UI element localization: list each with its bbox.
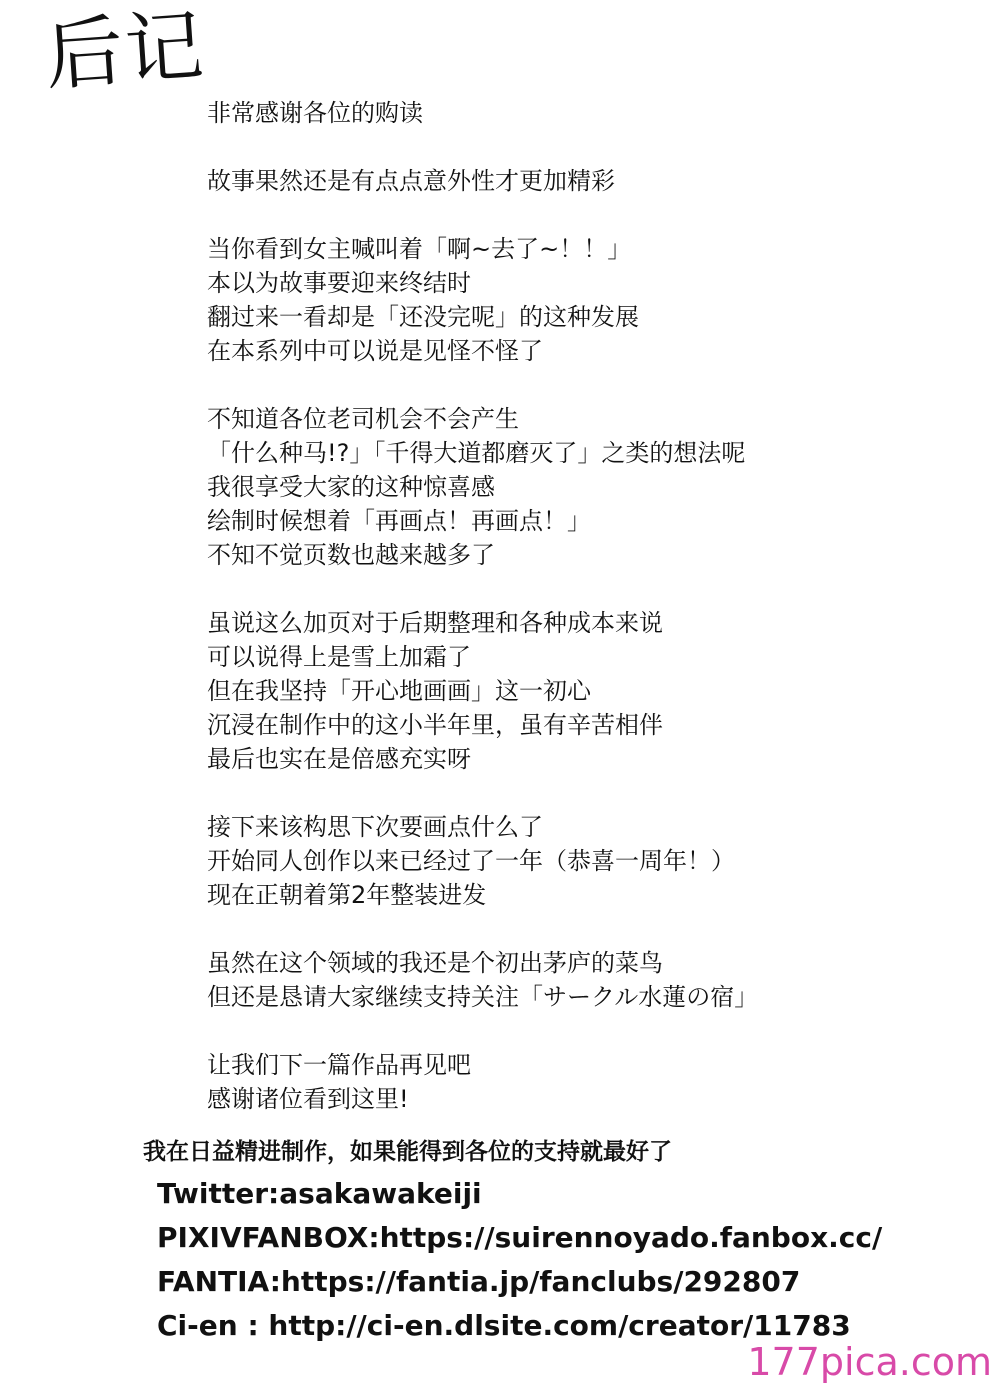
text-line: 在本系列中可以说是见怪不怪了 [207,337,543,365]
fantia-link: FANTIA:https://fantia.jp/fanclubs/292807 [157,1265,801,1298]
ci-en-link: Ci-en : http://ci-en.dlsite.com/creator/11783 [157,1309,851,1342]
paragraph [207,232,847,368]
text-line: 让我们下一篇作品再见吧 [207,1051,471,1079]
text-line: 虽说这么加页对于后期整理和各种成本来说 [207,609,663,637]
text-line: 沉浸在制作中的这小半年里，虽有辛苦相伴 [207,711,663,739]
text-line: 我很享受大家的这种惊喜感 [207,473,495,501]
text-line: 可以说得上是雪上加霜了 [207,643,471,671]
text-line: 绘制时候想着「再画点！再画点！」 [207,507,591,535]
text-line: 当你看到女主喊叫着「啊~去了~！！」 [207,235,632,263]
paragraph [207,810,847,912]
text-line: 最后也实在是倍感充实呀 [207,745,471,773]
text-line: 感谢诸位看到这里! [207,1085,409,1113]
text-line: 故事果然还是有点点意外性才更加精彩 [207,167,615,195]
text-line: 不知不觉页数也越来越多了 [207,541,495,569]
twitter-link: Twitter:asakawakeiji [157,1177,482,1210]
text-line: 「什么种马!?」「千得大道都磨灭了」之类的想法呢 [207,439,746,467]
paragraph [207,402,847,572]
site-watermark: 177pica.com [747,1340,992,1384]
afterword-body [207,96,847,1116]
paragraph [207,96,847,130]
page-title: 后记 [42,1,209,102]
support-line: 我在日益精进制作，如果能得到各位的支持就最好了 [143,1139,672,1165]
text-line: 翻过来一看却是「还没完呢」的这种发展 [207,303,639,331]
text-line: 但在我坚持「开心地画画」这一初心 [207,677,591,705]
text-line: 非常感谢各位的购读 [207,99,423,127]
paragraph [207,606,847,776]
text-line: 本以为故事要迎来终结时 [207,269,471,297]
pixiv-fanbox-link: PIXIVFANBOX:https://suirennoyado.fanbox.cc/ [157,1221,883,1254]
text-line: 虽然在这个领域的我还是个初出茅庐的菜鸟 [207,949,663,977]
text-line: 现在正朝着第2年整装进发 [207,881,487,909]
text-line: 但还是恳请大家继续支持关注「サークル水蓮の宿」 [207,983,759,1011]
text-line: 不知道各位老司机会不会产生 [207,405,519,433]
paragraph [207,1048,847,1116]
paragraph [207,164,847,198]
text-line: 开始同人创作以来已经过了一年（恭喜一周年！） [207,847,735,875]
text-line: 接下来该构思下次要画点什么了 [207,813,543,841]
social-links [157,1172,882,1348]
paragraph [207,946,847,1014]
